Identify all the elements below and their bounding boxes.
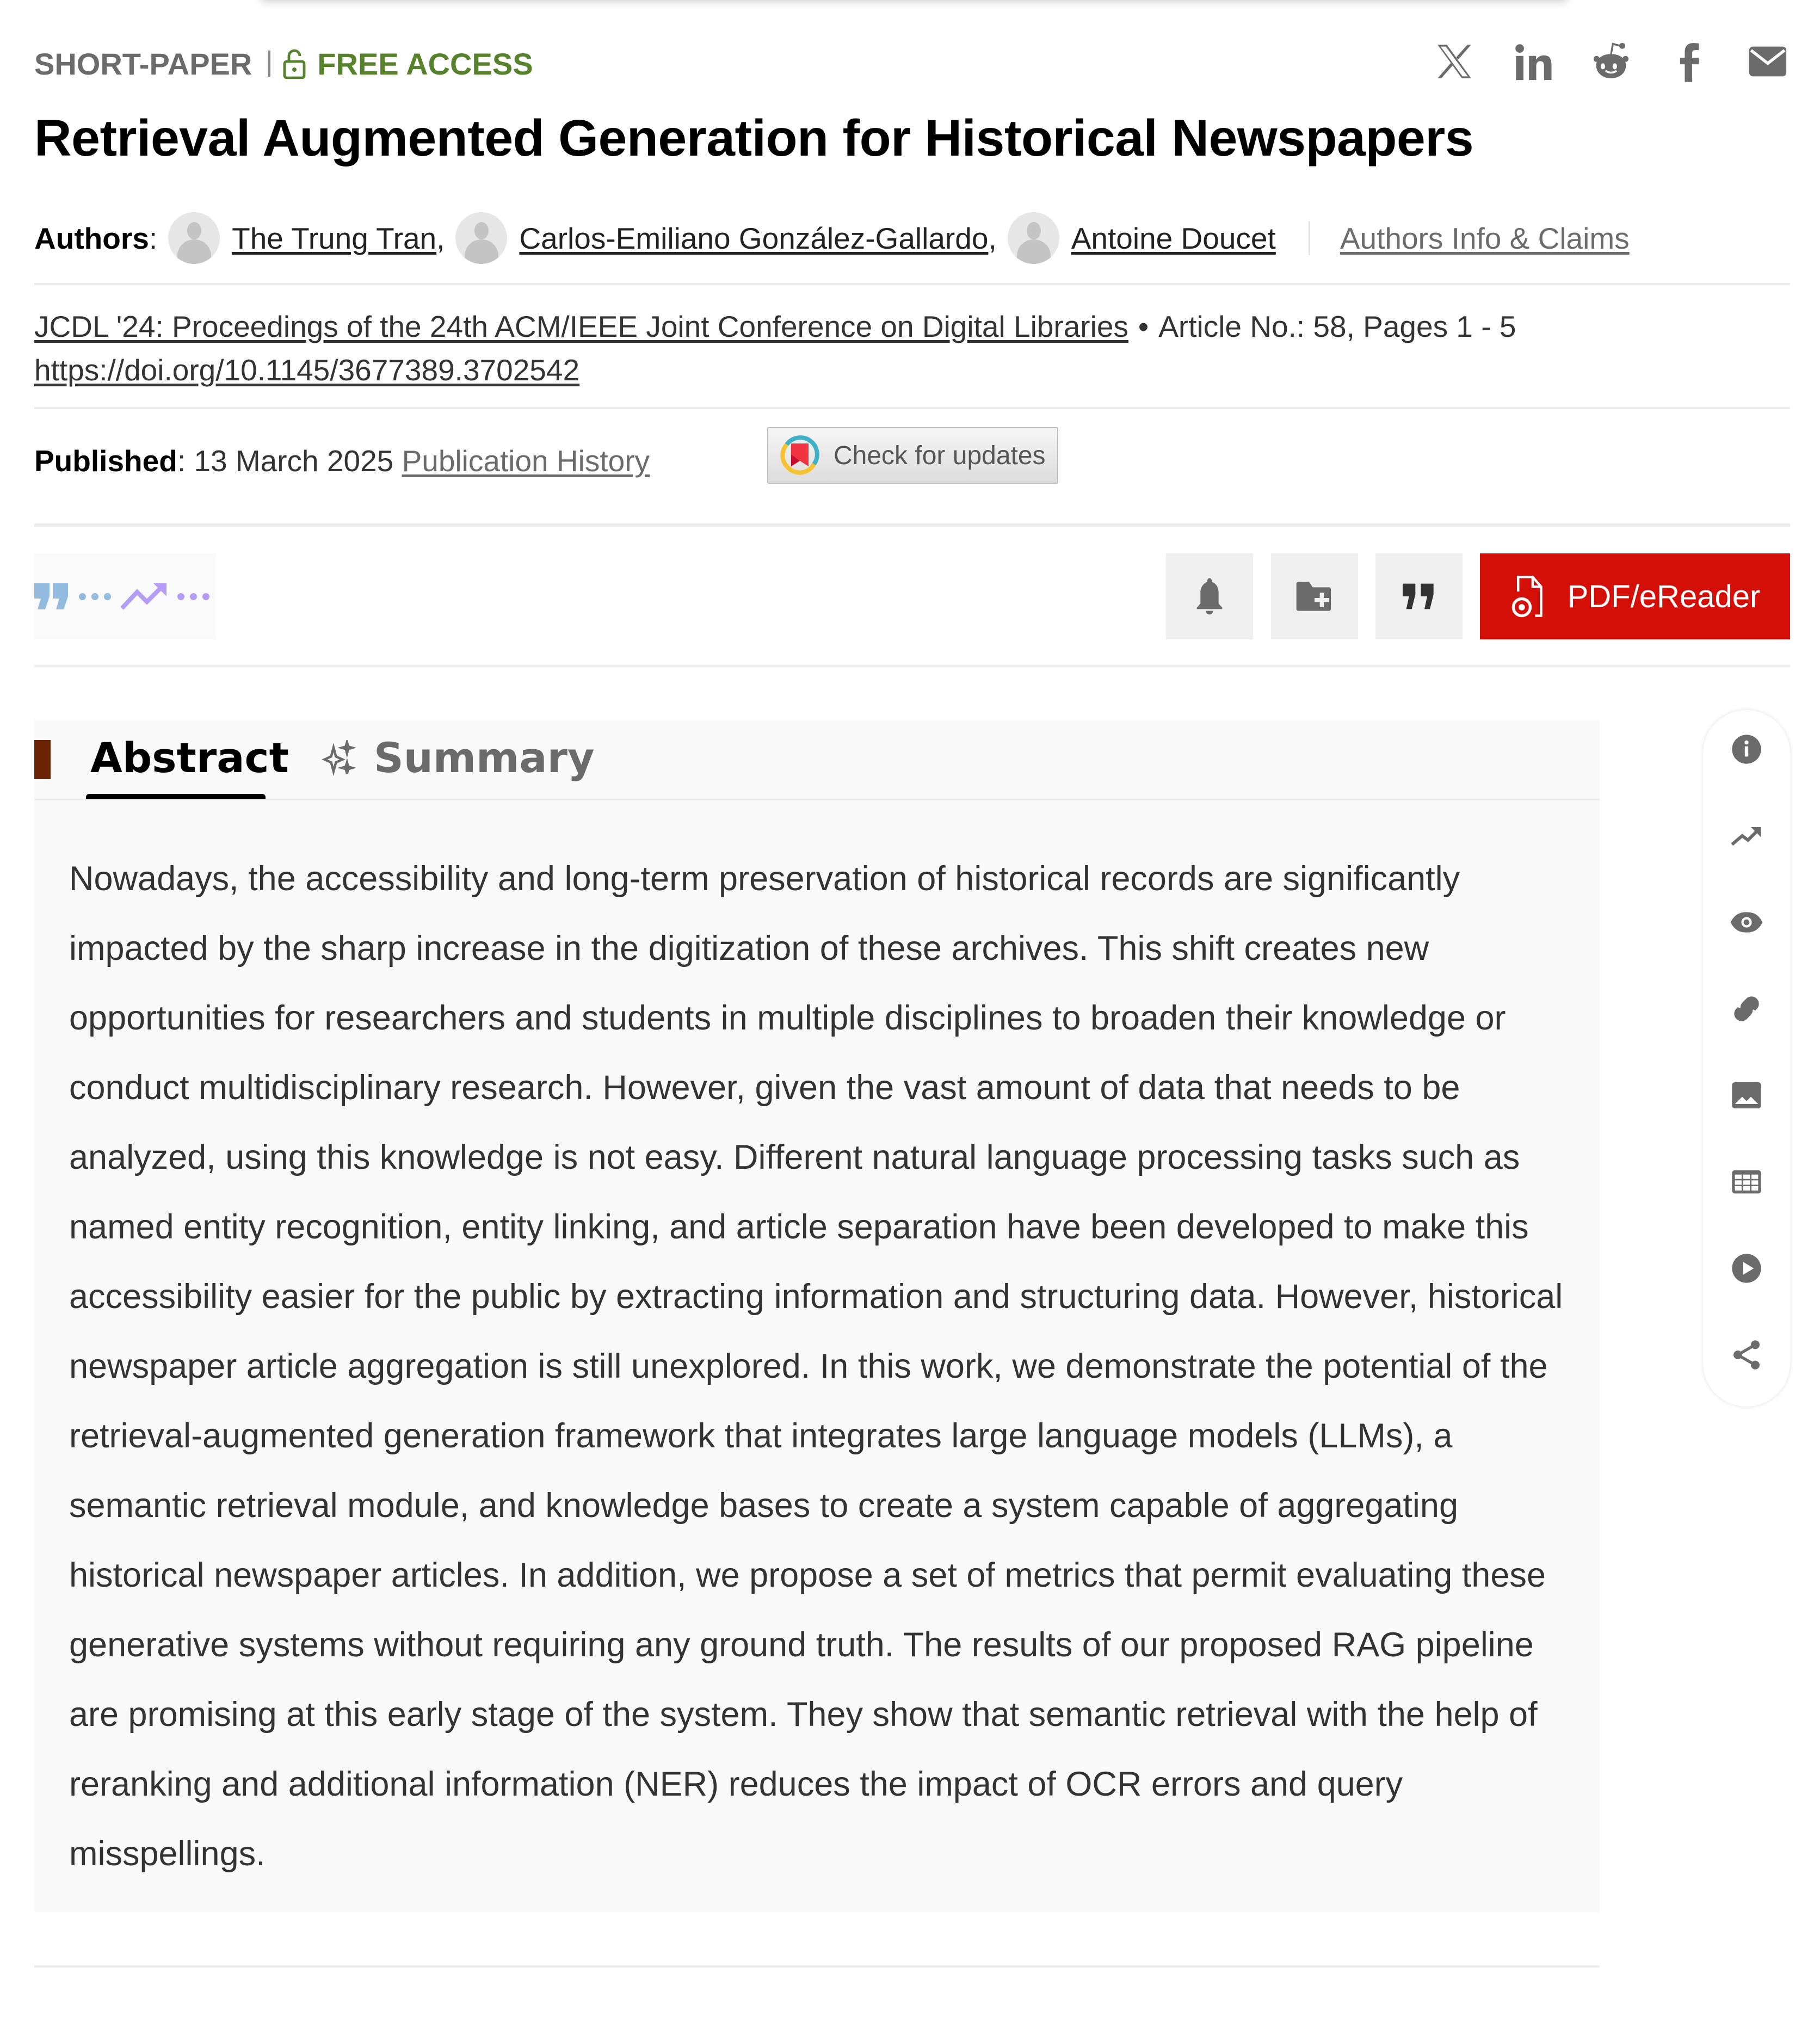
avatar [1008, 212, 1059, 264]
conference-info [34, 305, 1516, 392]
check-for-updates-label: Check for updates [834, 441, 1046, 470]
eye-icon[interactable] [1729, 905, 1764, 940]
citations-count [79, 593, 111, 600]
divider [34, 407, 1790, 409]
abstract-section [34, 720, 1600, 1913]
avatar [455, 212, 507, 264]
metrics-bar[interactable] [34, 553, 217, 639]
doi-link[interactable]: https://doi.org/10.1145/3677389.3702542 [34, 353, 580, 387]
authors-separator [1309, 221, 1310, 255]
divider [34, 1965, 1600, 1968]
authors-row [34, 212, 1630, 264]
divider [34, 523, 1790, 527]
quote-icon [34, 580, 69, 613]
author-link[interactable]: Antoine Doucet [1071, 221, 1276, 255]
published-info [34, 443, 650, 478]
authors-colon: : [149, 221, 158, 255]
article-meta-row [34, 45, 533, 83]
article-type-label: SHORT-PAPER [34, 46, 252, 81]
email-icon[interactable] [1745, 39, 1790, 84]
article-title: Retrieval Augmented Generation for Historical Newspapers [34, 109, 1474, 167]
author-link[interactable]: The Trung Tran [232, 221, 437, 255]
pdf-file-eye-icon [1510, 575, 1546, 618]
info-icon[interactable] [1729, 732, 1764, 767]
cite-button[interactable] [1375, 553, 1463, 639]
reddit-icon[interactable] [1589, 39, 1633, 84]
article-info: Article No.: 58, Pages 1 - 5 [1158, 310, 1516, 343]
published-colon: : [177, 444, 194, 478]
quote-icon [1397, 575, 1441, 618]
avatar [168, 212, 220, 264]
facebook-icon[interactable] [1667, 39, 1712, 84]
save-to-binder-button[interactable] [1271, 553, 1358, 639]
author-separator: , [988, 221, 997, 255]
free-access-label: FREE ACCESS [317, 46, 533, 81]
linkedin-icon[interactable] [1510, 39, 1555, 84]
proceedings-link[interactable]: JCDL '24: Proceedings of the 24th ACM/IEEE Joint Conference on Digital Libraries [34, 310, 1128, 343]
published-date: 13 March 2025 [194, 444, 394, 478]
pdf-ereader-label: PDF/eReader [1567, 578, 1761, 614]
bell-icon [1188, 575, 1231, 618]
tab-summary-label: Summary [374, 733, 595, 782]
divider [34, 665, 1790, 667]
image-icon[interactable] [1729, 1078, 1764, 1113]
author-separator: , [436, 221, 445, 255]
bullet: • [1138, 310, 1149, 343]
publication-history-link[interactable]: Publication History [402, 444, 650, 478]
divider [34, 283, 1790, 285]
unlock-icon [282, 48, 306, 79]
x-twitter-icon[interactable] [1432, 39, 1477, 84]
downloads-count [177, 593, 209, 600]
alert-button[interactable] [1166, 553, 1253, 639]
table-icon[interactable] [1729, 1164, 1764, 1199]
published-label: Published [34, 444, 177, 478]
pdf-ereader-button[interactable] [1480, 553, 1790, 639]
folder-plus-icon [1293, 575, 1336, 618]
crossmark-icon [778, 434, 822, 477]
active-tab-indicator [86, 794, 266, 799]
side-navigation-rail [1703, 710, 1790, 1407]
tab-abstract[interactable]: Abstract [90, 733, 289, 782]
authors-label: Authors [34, 221, 149, 255]
authors-info-claims-link[interactable]: Authors Info & Claims [1340, 221, 1630, 255]
tab-summary[interactable] [322, 733, 595, 782]
share-icons [1432, 39, 1790, 84]
sparkle-icon [322, 740, 357, 776]
trending-up-icon [121, 580, 168, 613]
tab-marker [34, 740, 51, 779]
share-icon[interactable] [1729, 1337, 1764, 1372]
check-for-updates-button[interactable] [767, 427, 1058, 484]
content-tabs [34, 720, 1600, 800]
meta-separator [268, 51, 270, 77]
trending-up-icon[interactable] [1729, 818, 1764, 853]
link-icon[interactable] [1729, 991, 1764, 1026]
play-icon[interactable] [1729, 1251, 1764, 1286]
author-link[interactable]: Carlos-Emiliano González-Gallardo [519, 221, 989, 255]
abstract-text: Nowadays, the accessibility and long-term preservation of historical records are significantly impacted by the sharp increase in the digitization of these archives. This shift creates new opportunities for researchers and students in multiple disciplines to broaden their knowledge or conduct multidisciplinary research. However, given the vast amount of data that needs to be analyzed, using this knowledge is not easy. Different natural language processing tasks such as named entity recognition, entity linking, and article separation have been developed to make this accessibility easier for the public by extracting information and structuring data. However, historical newspaper article aggregation is still unexplored. In this work, we demonstrate the potential of the retrieval-augmented generation framework that integrates large language models (LLMs), a semantic retrieval module, and knowledge bases to create a system capable of aggregating historical newspaper articles. In addition, we propose a set of metrics that permit evaluating these generative systems without requiring any ground truth. The results of our proposed RAG pipeline are promising at this early stage of the system. They show that semantic retrieval with the help of reranking and additional information (NER) reduces the impact of OCR errors and query misspellings. [69, 860, 1563, 1873]
